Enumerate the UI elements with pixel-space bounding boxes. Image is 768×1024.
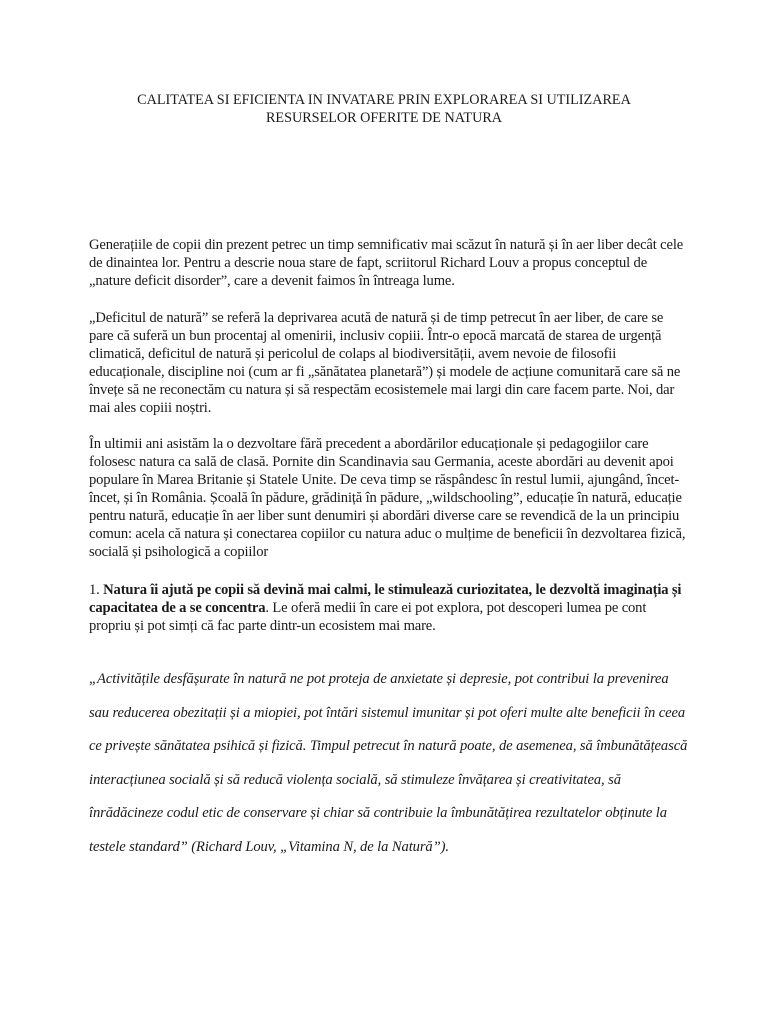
- title-line-2: RESURSELOR OFERITE DE NATURA: [265, 110, 503, 126]
- point-bold-text: Natura îi ajută pe copii să devină mai calmi, le stimulează curiozitatea, le dezvoltă imaginația și capacitatea de a se concentra: [89, 582, 682, 616]
- quote-paragraph: „Activitățile desfășurate în natură ne pot proteja de anxietate și depresie, pot contribui la prevenirea sau reducerea obezitații și a miopiei, pot întări sistemul imunitar și pot oferi multe alte beneficii în ceea ce privește sănătatea psihică și fizică. Timpul petrecut în natură poate, de asemenea, să îmbunătățească interacțiunea socială și să reducă violența socială, să stimuleze învățarea și creativitatea, să înrădăcineze codul etic de conservare și chiar să contribuie la îmbunătățirea rezultatelor obținute la testele standard” (Richard Louv, „Vitamina N, de la Natură”).: [89, 671, 688, 855]
- point-rest-text: . Le oferă medii în care ei pot explora, pot descoperi lumea pe cont propriu și pot simți că fac parte dintr-un ecosistem mai mare.: [89, 600, 647, 634]
- numbered-point-1: [89, 581, 689, 635]
- paragraph-3: În ultimii ani asistăm la o dezvoltare fără precedent a abordărilor educaționale și pedagogiilor care folosesc natura ca sală de clasă. Pornite din Scandinavia sau Germania, aceste abordări au devenit apoi populare în Marea Britanie și Statele Unite. De ceva timp se răspândesc în restul lumii, ajungând, încet-încet, și în România. Școală în pădure, grădiniță în pădure, „wildschooling”, educație în natură, educație pentru natură, educație în aer liber sunt denumiri și abordări diverse care se revendică de la un principiu comun: acela că natura și conectarea copiilor cu natura aduc o mulțime de beneficii în dezvoltarea fizică, socială și psihologică a copiilor: [89, 436, 686, 560]
- title-line-1: CALITATEA SI EFICIENTA IN INVATARE PRIN EXPLORAREA SI UTILIZAREA: [137, 92, 631, 108]
- point-number: 1.: [89, 582, 104, 598]
- document-title: [60, 91, 708, 127]
- paragraph-2: „Deficitul de natură” se referă la deprivarea acută de natură și de timp petrecut în aer liber, de care se pare că suferă un bun procentaj al omenirii, inclusiv copiii. Într-o epocă marcată de starea de urgență climatică, deficitul de natură și pericolul de colaps al biodiversității, avem nevoie de filosofii educaționale, discipline noi (cum ar fi „sănătatea planetară”) și modele de acțiune comunitară care să ne învețe să ne reconectăm cu natura și să respectăm ecosistemele mai largi din care facem parte. Noi, dar mai ales copiii noștri.: [89, 310, 681, 416]
- paragraph-1: Generațiile de copii din prezent petrec un timp semnificativ mai scăzut în natură și în aer liber decât cele de dinaintea lor. Pentru a descrie noua stare de fapt, scriitorul Richard Louv a propus conceptul de „nature deficit disorder”, care a devenit faimos în întreaga lume.: [89, 237, 684, 289]
